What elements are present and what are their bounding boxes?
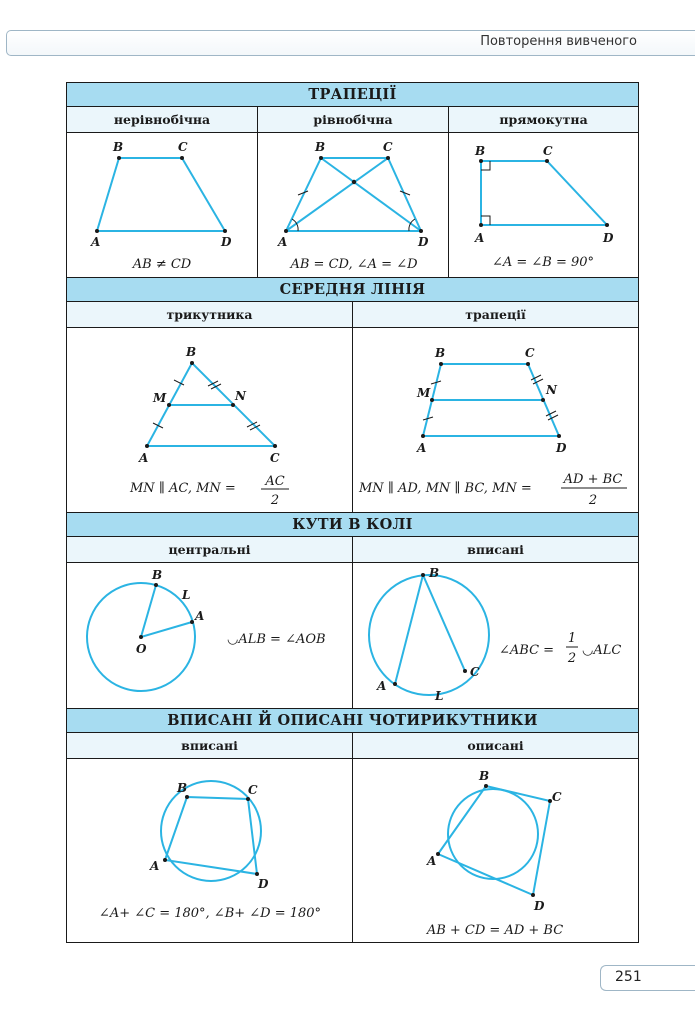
point-b	[154, 583, 158, 587]
label-b: B	[429, 566, 440, 580]
trapezoid-shape	[481, 161, 607, 225]
label-o: O	[136, 642, 147, 656]
inscribed-quad-cell	[67, 759, 353, 942]
point-c	[246, 797, 250, 801]
quad-shape	[165, 797, 257, 874]
label-a: A	[417, 441, 427, 455]
point-c	[526, 362, 530, 366]
subheader-row-midline	[67, 302, 638, 328]
point-a	[284, 229, 288, 233]
formula-triangle-num: AC	[265, 474, 285, 489]
formula-right: ∠A = ∠B = 90°	[491, 255, 595, 270]
isosceles-trapezoid-figure	[258, 133, 449, 278]
point-d	[557, 434, 561, 438]
point-b	[484, 784, 488, 788]
angles-figures-row	[67, 563, 638, 709]
scalene-trapezoid-figure	[67, 133, 258, 278]
point-a	[479, 223, 483, 227]
label-c: C	[543, 144, 553, 158]
section-title-quads: ВПИСАНІ Й ОПИСАНІ ЧОТИРИКУТНИКИ	[67, 709, 638, 733]
isosceles-trapezoid-cell	[258, 133, 449, 278]
chord-ba	[395, 575, 423, 684]
section-title-trapezoids: ТРАПЕЦІЇ	[67, 83, 638, 107]
trapezoid-shape	[286, 158, 421, 231]
point-n	[231, 403, 235, 407]
trapezoid-midline-figure	[353, 328, 638, 513]
label-c: C	[525, 346, 535, 360]
formula-trapezoid-num: AD + BC	[563, 472, 623, 487]
trapezoid-shape	[97, 158, 225, 231]
point-a	[436, 852, 440, 856]
inscribed-angle-figure	[353, 563, 638, 709]
label-d: D	[258, 877, 269, 891]
formula-triangle-prefix: MN ∥ AC, MN =	[130, 481, 236, 496]
point-n	[541, 398, 545, 402]
central-angle-cell	[67, 563, 353, 709]
point-c	[180, 156, 184, 160]
trapezoid-midline-cell	[353, 328, 638, 513]
label-d: D	[556, 441, 567, 455]
radius-ob	[141, 585, 156, 637]
label-d: D	[603, 231, 614, 245]
point-d	[605, 223, 609, 227]
formula-inscribed-den: 2	[567, 651, 577, 666]
label-d: D	[534, 899, 545, 913]
quad-shape	[438, 786, 550, 895]
label-a: A	[91, 235, 101, 249]
label-a: A	[427, 854, 437, 868]
quads-figures-row	[67, 759, 638, 942]
radius-oa	[141, 622, 192, 637]
col-scalene: нерівнобічна	[67, 107, 258, 132]
label-d: D	[221, 235, 232, 249]
point-o	[139, 635, 143, 639]
point-b	[117, 156, 121, 160]
label-c: C	[270, 451, 280, 465]
triangle-midline-figure	[67, 328, 353, 513]
point-m	[167, 403, 171, 407]
label-c: C	[552, 790, 562, 804]
formula-central: ◡ALB = ∠AOB	[227, 632, 326, 647]
label-a: A	[475, 231, 485, 245]
formula-trapezoid-prefix: MN ∥ AD, MN ∥ BC, MN =	[359, 481, 532, 496]
right-trapezoid-figure	[449, 133, 638, 278]
col-quad-circumscribed: описані	[467, 738, 524, 753]
midline-figures-row	[67, 328, 638, 513]
point-a	[145, 444, 149, 448]
point-a	[421, 434, 425, 438]
formula-inscribed-num: 1	[567, 631, 577, 646]
point-b	[319, 156, 323, 160]
inscribed-angle-cell	[353, 563, 638, 709]
page-number: 251	[615, 969, 642, 985]
label-a: A	[150, 859, 160, 873]
label-c: C	[470, 665, 480, 679]
point-b	[439, 362, 443, 366]
subheader-row-trapezoids	[67, 107, 638, 133]
inscribed-quad-figure	[67, 759, 353, 942]
formula-trapezoid-den: 2	[588, 493, 598, 508]
formula-inscribed-prefix: ∠ABC =	[499, 643, 555, 658]
point-a	[163, 858, 167, 862]
label-b: B	[435, 346, 446, 360]
col-isosceles: рівнобічна	[258, 107, 449, 132]
section-title-angles: КУТИ В КОЛІ	[67, 513, 638, 537]
chord-bc	[423, 575, 465, 671]
point-d	[223, 229, 227, 233]
point-d	[255, 872, 259, 876]
formula-quad-inscribed: ∠A+ ∠C = 180°, ∠B+ ∠D = 180°	[98, 906, 322, 921]
col-quad-inscribed: вписані	[67, 733, 353, 758]
circumscribed-quad-figure	[353, 759, 638, 942]
trapezoid-figures-row	[67, 133, 638, 278]
label-b: B	[475, 144, 486, 158]
formula-inscribed-suffix: ◡ALC	[582, 643, 622, 658]
formula-isosceles: AB = CD, ∠A = ∠D	[290, 257, 418, 272]
point-m	[430, 398, 434, 402]
label-a: A	[278, 235, 288, 249]
formula-quad-circumscribed: AB + CD = AD + BC	[426, 923, 564, 938]
diagonal-intersection	[352, 180, 356, 184]
label-b: B	[113, 140, 124, 154]
label-a: A	[195, 609, 205, 623]
label-b: B	[177, 781, 188, 795]
central-angle-figure	[67, 563, 353, 709]
point-d	[419, 229, 423, 233]
label-n: N	[235, 389, 246, 403]
col-central: центральні	[67, 537, 353, 562]
label-d: D	[418, 235, 429, 249]
label-b: B	[479, 769, 490, 783]
point-a	[393, 682, 397, 686]
label-b: B	[315, 140, 326, 154]
subheader-row-angles	[67, 537, 638, 563]
col-triangle: трикутника	[67, 302, 353, 327]
point-d	[531, 893, 535, 897]
label-a: A	[139, 451, 149, 465]
point-c	[463, 669, 467, 673]
label-m: M	[153, 391, 167, 405]
scalene-trapezoid-cell	[67, 133, 258, 278]
header-title: Повторення вивченого	[480, 34, 637, 49]
section-title-midline: СЕРЕДНЯ ЛІНІЯ	[67, 278, 638, 302]
label-m: M	[417, 386, 431, 400]
formula-scalene: AB ≠ CD	[132, 257, 192, 272]
point-b	[479, 159, 483, 163]
subheader-row-quads	[67, 733, 638, 759]
label-l: L	[435, 689, 444, 703]
point-c	[545, 159, 549, 163]
label-c: C	[178, 140, 188, 154]
label-c: C	[383, 140, 393, 154]
label-b: B	[186, 345, 197, 359]
label-a: A	[377, 679, 387, 693]
circle	[448, 789, 538, 879]
point-b	[185, 795, 189, 799]
page-number-tab	[600, 965, 695, 991]
point-a	[190, 620, 194, 624]
col-inscribed: вписані	[467, 542, 524, 557]
point-a	[95, 229, 99, 233]
label-l: L	[182, 588, 191, 602]
point-b	[190, 361, 194, 365]
point-b	[421, 573, 425, 577]
point-c	[273, 444, 277, 448]
formula-triangle-den: 2	[270, 493, 280, 508]
point-c	[386, 156, 390, 160]
circumscribed-quad-cell	[353, 759, 638, 942]
col-trapezoid: трапеції	[465, 307, 526, 322]
label-c: C	[248, 783, 258, 797]
reference-table	[66, 82, 639, 943]
label-b: B	[152, 568, 163, 582]
col-right: прямокутна	[499, 112, 588, 127]
label-n: N	[546, 383, 557, 397]
right-trapezoid-cell	[449, 133, 638, 278]
triangle-midline-cell	[67, 328, 353, 513]
